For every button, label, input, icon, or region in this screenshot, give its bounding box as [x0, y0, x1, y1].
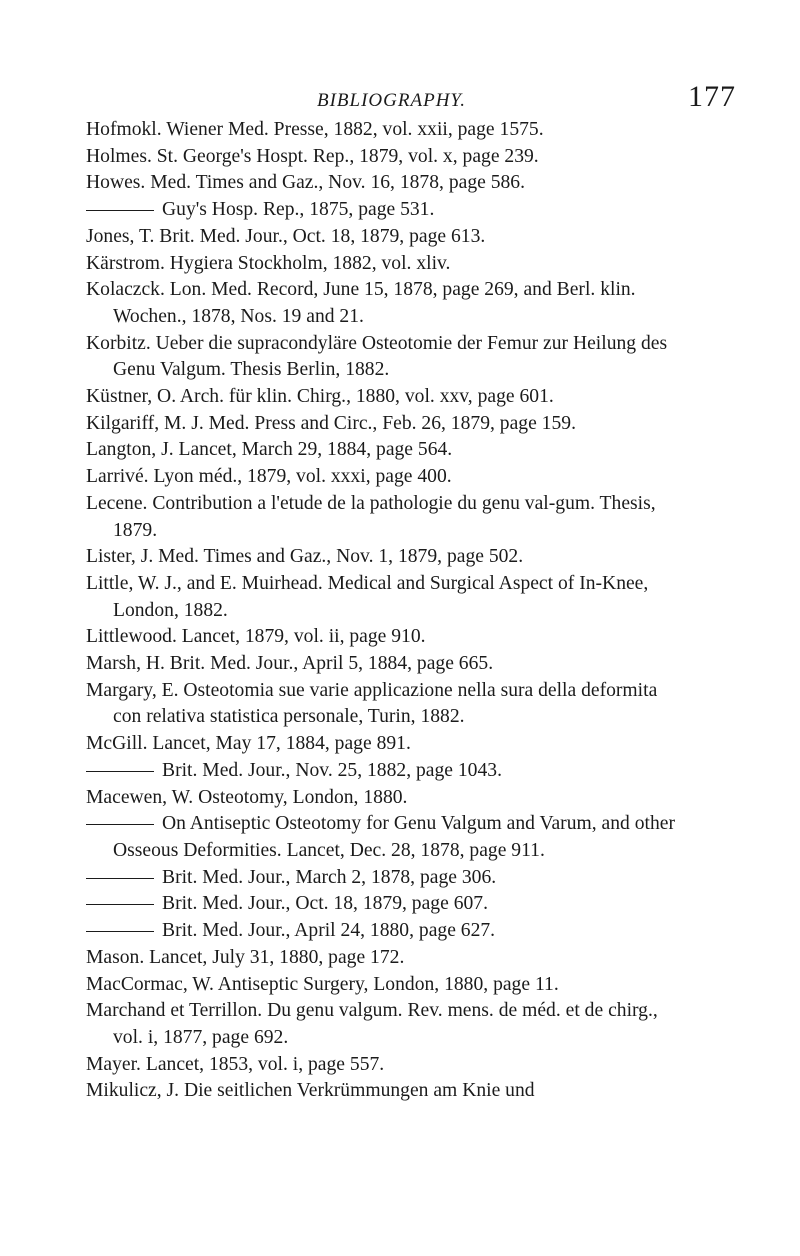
bibliography-entry — [86, 544, 676, 571]
bibliography-entry — [86, 972, 676, 999]
bibliography-entry — [86, 571, 676, 624]
entry-text: Brit. Med. Jour., April 24, 1880, page 627. — [162, 920, 496, 942]
entry-text: Holmes. St. George's Hospt. Rep., 1879, vol. x, page 239. — [86, 145, 539, 167]
bibliography-entry — [86, 811, 676, 864]
page-header — [0, 78, 800, 118]
entry-text: Lecene. Contribution a l'etude de la pathologie du genu val-gum. Thesis, 1879. — [86, 492, 656, 541]
entry-text: Kilgariff, M. J. Med. Press and Circ., Feb. 26, 1879, page 159. — [86, 412, 576, 434]
bibliography-entry — [86, 865, 676, 892]
entry-text: Lister, J. Med. Times and Gaz., Nov. 1, 1879, page 502. — [86, 546, 524, 568]
entry-text: Macewen, W. Osteotomy, London, 1880. — [86, 786, 408, 808]
entry-text: Brit. Med. Jour., March 2, 1878, page 306. — [162, 866, 497, 888]
bibliography-entry — [86, 678, 676, 731]
entry-text: Howes. Med. Times and Gaz., Nov. 16, 1878, page 586. — [86, 172, 526, 194]
bibliography-entry — [86, 144, 676, 171]
entry-text: Brit. Med. Jour., Nov. 25, 1882, page 1043. — [162, 759, 502, 781]
bibliography-entry — [86, 945, 676, 972]
bibliography-entry — [86, 197, 676, 224]
bibliography-entry — [86, 437, 676, 464]
entry-text: McGill. Lancet, May 17, 1884, page 891. — [86, 733, 411, 755]
bibliography-entry — [86, 731, 676, 758]
ditto-dash — [86, 904, 154, 905]
entry-text: Margary, E. Osteotomia sue varie applicazione nella sura della deformita con relativa statistica personale, Turin, 1882. — [86, 679, 658, 728]
bibliography-entry — [86, 651, 676, 678]
bibliography-entry — [86, 331, 676, 384]
ditto-dash — [86, 878, 154, 879]
bibliography-entry — [86, 411, 676, 438]
bibliography-entry — [86, 1078, 676, 1105]
entry-text: Littlewood. Lancet, 1879, vol. ii, page 910. — [86, 626, 426, 648]
bibliography-entry — [86, 998, 676, 1051]
entry-text: Mayer. Lancet, 1853, vol. i, page 557. — [86, 1053, 385, 1075]
bibliography-entry — [86, 785, 676, 812]
entry-text: Larrivé. Lyon méd., 1879, vol. xxxi, page 400. — [86, 466, 452, 488]
ditto-dash — [86, 931, 154, 932]
entry-text: Brit. Med. Jour., Oct. 18, 1879, page 607. — [162, 893, 488, 915]
entry-text: Langton, J. Lancet, March 29, 1884, page 564. — [86, 439, 453, 461]
bibliography-entry — [86, 251, 676, 278]
ditto-dash — [86, 210, 154, 211]
entry-text: Kärstrom. Hygiera Stockholm, 1882, vol. xliv. — [86, 252, 451, 274]
bibliography-entry — [86, 918, 676, 945]
entry-text: Küstner, O. Arch. für klin. Chirg., 1880, vol. xxv, page 601. — [86, 386, 554, 408]
bibliography-entry — [86, 1052, 676, 1079]
page-number: 177 — [688, 80, 736, 113]
entry-text: On Antiseptic Osteotomy for Genu Valgum and Varum, and other Osseous Deformities. Lancet, Dec. 28, 1878, page 911. — [113, 813, 675, 861]
bibliography-entry — [86, 277, 676, 330]
bibliography-entry — [86, 891, 676, 918]
bibliography-entry — [86, 624, 676, 651]
bibliography-entry — [86, 758, 676, 785]
entry-text: Hofmokl. Wiener Med. Presse, 1882, vol. xxii, page 1575. — [86, 119, 544, 140]
ditto-dash — [86, 824, 154, 825]
entry-text: Little, W. J., and E. Muirhead. Medical and Surgical Aspect of In-Knee, London, 1882. — [86, 572, 649, 621]
entry-text: Kolaczck. Lon. Med. Record, June 15, 1878, page 269, and Berl. klin. Wochen., 1878, Nos. 19 and 21. — [86, 279, 636, 327]
entry-text: MacCormac, W. Antiseptic Surgery, London, 1880, page 11. — [86, 973, 559, 995]
bibliography-entry — [86, 224, 676, 251]
bibliography-list — [86, 117, 676, 1105]
entry-text: Guy's Hosp. Rep., 1875, page 531. — [162, 199, 435, 221]
entry-text: Marchand et Terrillon. Du genu valgum. Rev. mens. de méd. et de chirg., vol. i, 1877, page 692. — [86, 1000, 658, 1048]
bibliography-entry — [86, 384, 676, 411]
bibliography-entry — [86, 464, 676, 491]
entry-text: Marsh, H. Brit. Med. Jour., April 5, 1884, page 665. — [86, 653, 494, 675]
ditto-dash — [86, 771, 154, 772]
entry-text: Korbitz. Ueber die supracondyläre Osteotomie der Femur zur Heilung des Genu Valgum. Thesis Berlin, 1882. — [86, 332, 668, 381]
entry-text: Mikulicz, J. Die seitlichen Verkrümmungen am Knie und — [86, 1080, 535, 1102]
running-title: BIBLIOGRAPHY. — [317, 90, 466, 111]
entry-text: Mason. Lancet, July 31, 1880, page 172. — [86, 946, 405, 968]
bibliography-entry — [86, 117, 676, 144]
bibliography-entry — [86, 491, 676, 544]
entry-text: Jones, T. Brit. Med. Jour., Oct. 18, 1879, page 613. — [86, 225, 486, 247]
bibliography-entry — [86, 170, 676, 197]
